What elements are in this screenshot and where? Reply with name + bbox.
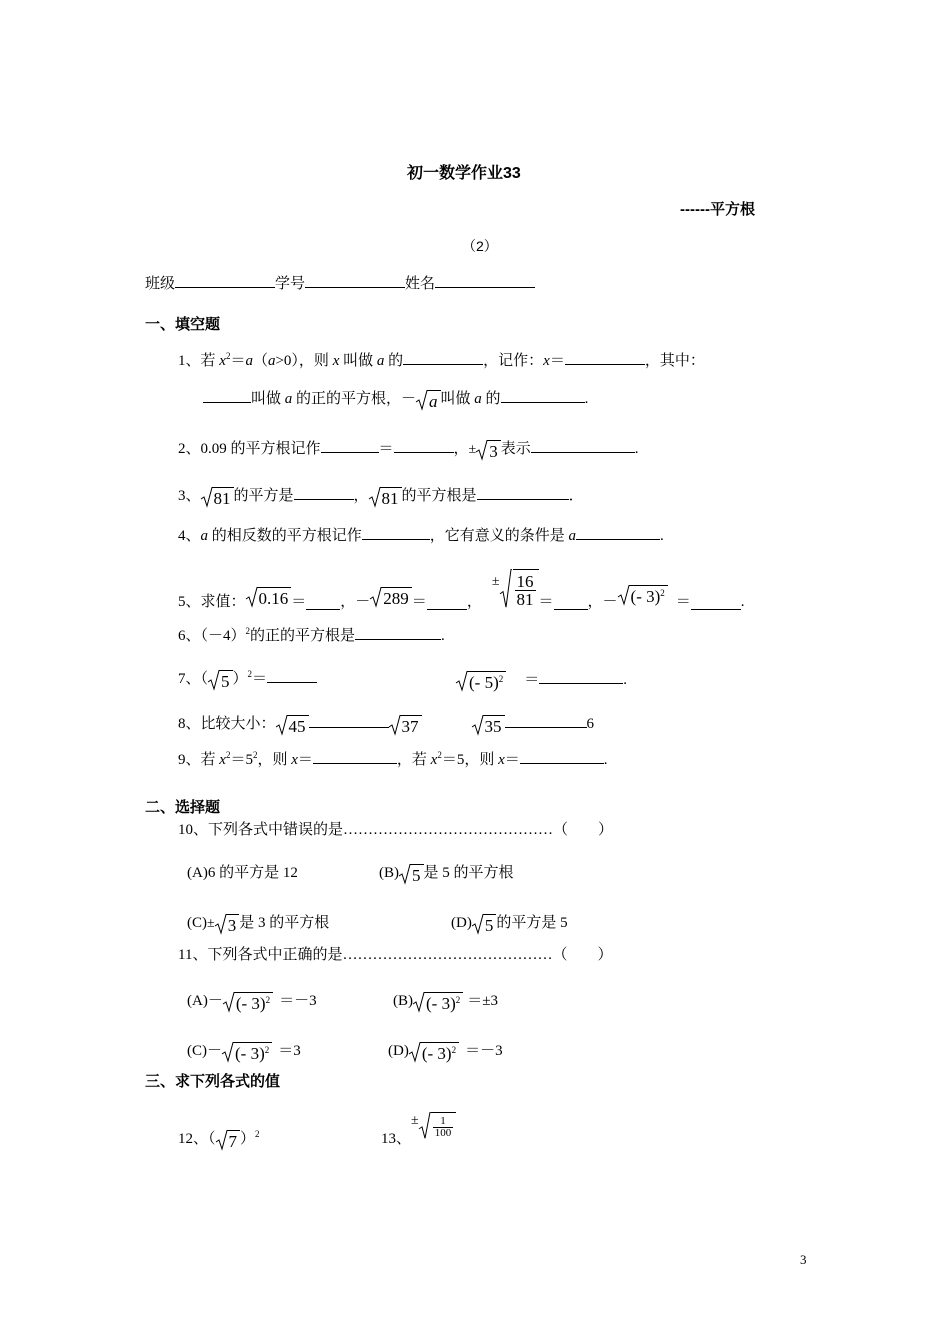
question-7-part-2: (- 5)$^2$ ＝ . bbox=[456, 655, 627, 689]
class-label: 班级 bbox=[145, 275, 176, 292]
id-label: 学号 bbox=[275, 275, 306, 292]
sqrt-0-16: 0.16 bbox=[246, 587, 292, 607]
q5-blank-1[interactable] bbox=[306, 595, 340, 610]
question-3: 3、 81 的平方是 ， 81 的平方根是 ． bbox=[178, 485, 584, 507]
id-blank[interactable] bbox=[305, 273, 405, 288]
question-8: 8、比较大小： 45 37 35 6 bbox=[178, 705, 594, 735]
question-10-stem: 10、下列各式中错误的是……………………………………（ ） bbox=[178, 822, 614, 838]
page-number: 3 bbox=[800, 1252, 807, 1267]
question-1-line1: 1、若 $x^2=a(a>0)$，则 x 叫做 a 的 ，记作：x＝ ，其中： bbox=[178, 351, 705, 369]
sqrt-289: 289 bbox=[370, 587, 412, 607]
class-blank[interactable] bbox=[175, 273, 275, 288]
q3-blank-1[interactable] bbox=[294, 485, 354, 500]
q2-blank-1[interactable] bbox=[321, 438, 379, 453]
q4-blank-2[interactable] bbox=[576, 525, 660, 540]
sqrt-neg5-squared: (- 5)$^2$ bbox=[456, 671, 506, 691]
q6-blank[interactable] bbox=[355, 625, 441, 640]
q11-option-d[interactable]: (D) (- 3)$^2$ ＝－3 bbox=[388, 1043, 503, 1063]
sqrt-neg3-squared: (- 3)$^2$ bbox=[618, 585, 668, 605]
q10-option-b[interactable]: (B) 5 是 5 的平方根 bbox=[379, 865, 514, 885]
name-blank[interactable] bbox=[435, 273, 535, 288]
student-info-line bbox=[145, 273, 535, 291]
sqrt-a: a bbox=[416, 390, 441, 410]
sqrt-neg3-squared: (- 3)$^2$ bbox=[413, 992, 463, 1012]
q11-option-b[interactable]: (B) (- 3)$^2$ ＝±3 bbox=[393, 993, 498, 1013]
sqrt-neg3-squared: (- 3)$^2$ bbox=[222, 1042, 272, 1062]
q11-option-c[interactable]: (C)－ (- 3)$^2$ ＝3 bbox=[187, 1043, 301, 1063]
sqrt-neg3-squared: (- 3)$^2$ bbox=[409, 1042, 459, 1062]
section-multiple-choice: 二、选择题 bbox=[145, 799, 221, 816]
q9-blank-2[interactable] bbox=[520, 749, 604, 764]
sqrt-3: 3 bbox=[476, 440, 501, 460]
q9-blank-1[interactable] bbox=[313, 749, 397, 764]
q7-blank-1[interactable] bbox=[267, 668, 317, 683]
q4-blank-1[interactable] bbox=[362, 525, 430, 540]
q2-blank-2[interactable] bbox=[394, 438, 454, 453]
question-6: 6、$(-4)^2$的正的平方根是 . bbox=[178, 626, 445, 644]
q8-blank-1[interactable] bbox=[309, 713, 389, 728]
q11-option-a[interactable]: (A)－ (- 3)$^2$ ＝－3 bbox=[187, 993, 317, 1013]
part-number: （2） bbox=[462, 238, 498, 254]
sqrt-45: 45 bbox=[276, 715, 309, 735]
question-11-stem: 11、下列各式中正确的是……………………………………（ ） bbox=[178, 947, 613, 963]
sqrt-5: 5 bbox=[472, 914, 497, 934]
sqrt-neg3-squared: (- 3)$^2$ bbox=[223, 992, 273, 1012]
q10-option-d[interactable]: (D) 5 的平方是 5 bbox=[451, 915, 568, 935]
name-label: 姓名 bbox=[405, 275, 436, 292]
sqrt-3: 3 bbox=[215, 914, 240, 934]
subtitle: ------平方根 bbox=[680, 201, 755, 218]
q1-blank-4[interactable] bbox=[501, 388, 585, 403]
q3-blank-2[interactable] bbox=[477, 485, 569, 500]
question-2: 2、0.09 的平方根记作 ＝ ，± 3 表示 . bbox=[178, 438, 639, 460]
section-evaluate: 三、求下列各式的值 bbox=[145, 1073, 281, 1090]
q7-blank-2[interactable] bbox=[539, 669, 623, 684]
sqrt-1-over-100: $\frac{1}{100}$ bbox=[419, 1112, 457, 1139]
q5-blank-4[interactable] bbox=[691, 595, 741, 610]
sqrt-7: 7 bbox=[216, 1130, 241, 1150]
sqrt-35: 35 bbox=[472, 715, 505, 735]
sqrt-16-over-81: $\frac{16}{81}$ bbox=[500, 569, 539, 608]
sqrt-5: 5 bbox=[399, 864, 424, 884]
q1-blank-1[interactable] bbox=[403, 350, 483, 365]
question-12: 12、（ 7 ）$^2$ bbox=[178, 1129, 260, 1151]
sqrt-81: 81 bbox=[201, 487, 234, 507]
page-title: 初一数学作业33 bbox=[407, 165, 521, 182]
q10-option-c[interactable]: (C)± 3 是 3 的平方根 bbox=[187, 915, 330, 935]
q5-blank-3[interactable] bbox=[554, 595, 588, 610]
question-9: 9、若 $x^2=5^2$，则 x＝ ，若 $x^2=5$，则 x＝ . bbox=[178, 750, 608, 768]
q2-blank-3[interactable] bbox=[531, 438, 635, 453]
section-fill-in: 一、填空题 bbox=[145, 316, 221, 333]
question-13: 13、 ± $\frac{1}{100}$ bbox=[381, 1104, 456, 1147]
q8-blank-2[interactable] bbox=[505, 713, 587, 728]
q1-blank-3[interactable] bbox=[203, 388, 251, 403]
q10-option-a[interactable]: (A)6 的平方是 12 bbox=[187, 865, 298, 881]
question-4: 4、a 的相反数的平方根记作 ，它有意义的条件是 a . bbox=[178, 525, 664, 544]
question-7: 7、（ 5 ）$^2$＝ bbox=[178, 660, 317, 690]
q1-blank-2[interactable] bbox=[565, 350, 645, 365]
sqrt-37: 37 bbox=[389, 715, 422, 735]
question-1-line2: 叫做 a 的正的平方根，－ a 叫做 a 的 . bbox=[203, 388, 588, 410]
sqrt-81-b: 81 bbox=[369, 487, 402, 507]
q5-blank-2[interactable] bbox=[427, 595, 467, 610]
sqrt-5: 5 bbox=[208, 670, 233, 690]
